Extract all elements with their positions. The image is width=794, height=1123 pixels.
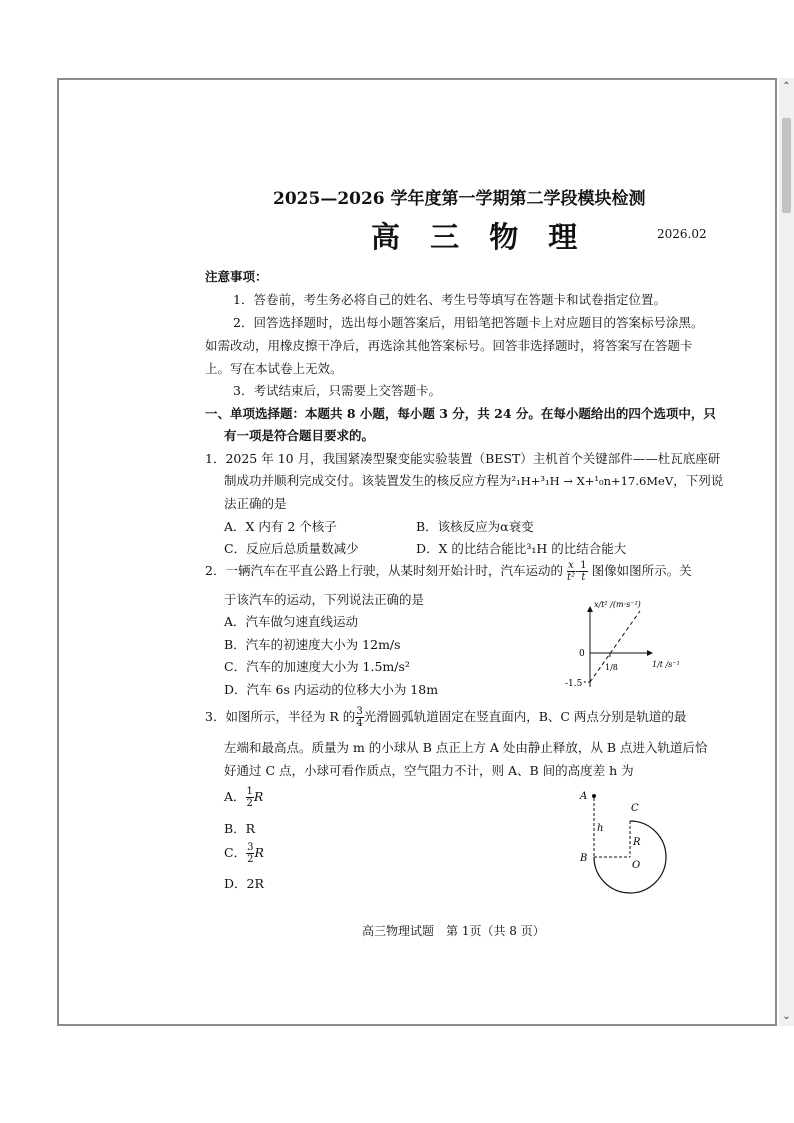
page-footer: 高三物理试题 第 1页（共 8 页） (362, 924, 545, 938)
q2-frac1-den: t² (566, 572, 575, 583)
q2-frac2-num: 1 (580, 560, 587, 571)
notice-item-2-line-3: 上。写在本试卷上无效。 (205, 361, 343, 376)
notice-item-2-line-1: 2．回答选择题时，选出每小题答案后，用铅笔把答题卡上对应题目的答案标号涂黑。 (233, 315, 704, 330)
q2-option-c: C．汽车的加速度大小为 1.5m/s² (224, 659, 410, 674)
q3-line-1 (205, 706, 686, 729)
q3-option-a-den: 2 (246, 798, 253, 809)
q2-line-1-text: 2．一辆汽车在平直公路上行驶，从某时刻开始计时，汽车运动的 (205, 563, 563, 578)
q3-option-a-num: 1 (246, 786, 253, 797)
q2-graph-y-tick: -1.5 (565, 679, 583, 689)
q2-graph-x-tick: 1/8 (605, 663, 618, 672)
exam-title: 2025—2026 学年度第一学期第二学段模块检测 (273, 189, 646, 209)
q1-option-c: C．反应后总质量数减少 (224, 541, 359, 556)
q2-fraction-1-over-t (579, 560, 587, 583)
q1-option-a: A．X 内有 2 个核子 (224, 519, 337, 534)
q3-option-a-fraction (246, 786, 254, 809)
q2-frac2-den: t (581, 572, 586, 583)
q3-option-c-den: 2 (247, 854, 254, 865)
notice-item-1: 1．答卷前，考生务必将自己的姓名、考生号等填写在答题卡和试卷指定位置。 (233, 292, 666, 307)
q2-line-2: 于该汽车的运动，下列说法正确的是 (224, 592, 425, 607)
q3-line-2: 左端和最高点。质量为 m 的小球从 B 点正上方 A 处由静止释放，从 B 点进入轨道后恰 (224, 740, 708, 755)
exam-date: 2026.02 (657, 227, 707, 241)
q2-graph-x-label: 1/t /s⁻¹ (652, 660, 680, 669)
q2-graph (560, 595, 690, 695)
q2-option-a: A．汽车做匀速直线运动 (224, 614, 359, 629)
q1-option-b: B．该核反应为α衰变 (416, 519, 534, 534)
q1-line-1: 1．2025 年 10 月，我国紧凑型聚变能实验装置（BEST）主机首个关键部件——杜瓦底座研 (205, 451, 721, 466)
scroll-down-arrow-icon[interactable]: ⌄ (782, 1011, 791, 1022)
scroll-up-arrow-icon[interactable]: ⌃ (782, 81, 791, 92)
q1-equation: ²₁H+³₁H → X+¹₀n+17.6MeV (511, 474, 674, 488)
q2-graph-origin: 0 (579, 649, 585, 659)
q3-label-o: O (632, 860, 641, 871)
q3-line-1-tail: 光滑圆弧轨道固定在竖直面内，B、C 两点分别是轨道的最 (363, 709, 687, 724)
subject-title: 高 三 物 理 (371, 220, 588, 254)
q3-point-a-dot (592, 794, 596, 798)
q2-dash: - (574, 563, 580, 578)
q3-label-h: h (597, 823, 604, 834)
q3-option-c-suffix: R (254, 845, 264, 860)
q3-option-c (224, 842, 264, 865)
section-heading-line-2: 有一项是符合题目要求的。 (224, 428, 375, 443)
q3-label-a: A (580, 791, 588, 802)
q3-label-c: C (631, 803, 639, 814)
q3-label-b: B (580, 853, 588, 864)
q1-line-3: 法正确的是 (224, 496, 287, 511)
section-heading-line-1: 一、单项选择题：本题共 8 小题，每小题 3 分，共 24 分。在每小题给出的四个选项中，只 (205, 406, 716, 421)
q3-frac-den: 4 (356, 718, 363, 729)
q3-line-1-text: 3．如图所示，半径为 R 的 (205, 709, 356, 724)
q2-line-1-tail: 图像如图所示。关 (591, 563, 692, 578)
q1-line-2-tail: ，下列说 (673, 473, 724, 488)
q2-line-1 (205, 560, 692, 583)
q2-option-b: B．汽车的初速度大小为 12m/s (224, 637, 401, 652)
q3-line-3: 好通过 C 点，小球可看作质点，空气阻力不计，则 A、B 间的高度差 h 为 (224, 763, 634, 778)
q3-option-a (224, 786, 263, 809)
q3-option-c-num: 3 (247, 842, 254, 853)
q3-label-r: R (633, 837, 641, 848)
q3-option-a-suffix: R (253, 789, 264, 804)
q1-line-2-text: 制成功并顺利完成交付。该装置发生的核反应方程为 (224, 473, 512, 488)
notice-heading: 注意事项： (205, 269, 268, 284)
notice-item-2-line-2: 如需改动，用橡皮擦干净后，再选涂其他答案标号。回答非选择题时，将答案写在答题卡 (205, 338, 693, 353)
q1-line-2 (224, 471, 723, 489)
q3-figure (570, 785, 680, 905)
q3-option-d: D．2R (224, 876, 264, 891)
q2-frac1-num: x (568, 560, 574, 571)
q3-option-a-label: A． (224, 789, 246, 804)
q3-fraction (355, 706, 363, 729)
q2-fraction-x-over-t2 (567, 560, 575, 583)
q3-option-c-label: C． (224, 845, 247, 860)
q3-frac-num: 3 (356, 706, 363, 717)
q2-option-d: D．汽车 6s 内运动的位移大小为 18m (224, 682, 439, 697)
q3-option-b: B．R (224, 821, 256, 836)
q2-graph-y-label: x/t² /(m·s⁻²) (594, 600, 641, 609)
notice-item-3: 3．考试结束后，只需要上交答题卡。 (233, 383, 441, 398)
q1-option-d: D．X 的比结合能比³₁H 的比结合能大 (416, 541, 627, 556)
